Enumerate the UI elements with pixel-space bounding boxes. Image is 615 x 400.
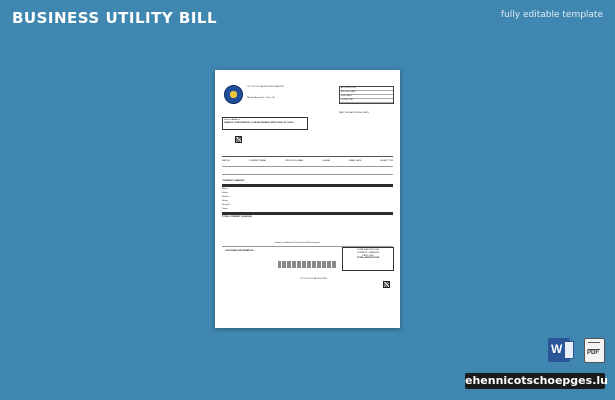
charges-heading: CURRENT CHARGES (222, 180, 245, 182)
page-subtitle: fully editable template (500, 10, 603, 20)
total-current-charges: TOTAL CURRENT CHARGES (222, 216, 252, 218)
charge-row: Recycle (222, 204, 230, 206)
account-row: DUE DATE (340, 95, 393, 99)
charge-row: Storm (222, 200, 228, 202)
account-summary-table (339, 86, 394, 104)
account-row: TOTAL DUE (340, 99, 393, 103)
charge-row: Taxes (222, 208, 228, 210)
payment-summary-box (342, 247, 394, 271)
past-due-note: PAST DUE AFTER DUE DATE (339, 112, 369, 114)
service-label: Service Address: (224, 118, 241, 121)
city-seal-icon (224, 85, 243, 104)
barcode-icon (278, 261, 336, 268)
charge-row: Refuse (222, 196, 229, 198)
divider (222, 174, 393, 175)
meter-header-row: METER CURRENT READ PREVIOUS READ USAGE READ DATE READ TYPE (222, 160, 393, 162)
word-document-icon[interactable]: W (548, 338, 570, 362)
pdf-document-icon[interactable]: PDF (584, 338, 605, 363)
brand-watermark: ehennicotschoepges.lu (465, 374, 608, 387)
box-line: TOTAL AMOUNT DUE (356, 257, 380, 260)
box-line: PAST DUE (362, 254, 374, 257)
service-address: SAMPLE CORPORATION, 1234 ANYWHERE, NEW YORK, NY 10012 (224, 122, 294, 125)
qr-code-icon (383, 281, 390, 288)
city-address: Wichita Avenue S, Tulsa, OK (247, 97, 275, 99)
divider (222, 166, 393, 167)
charges-total-bar (222, 212, 393, 215)
charge-row: Sewer (222, 192, 229, 194)
customer-info-label: CUSTOMER INFORMATION (225, 250, 254, 252)
remit-instruction: Detach and Return This Portion With Payment (275, 242, 320, 244)
account-row: BILLING DATE (340, 91, 393, 95)
city-name: CITY OF TULSA UTILITIES SERVICE (247, 86, 285, 88)
bill-document-preview[interactable] (215, 70, 400, 328)
box-line: CURRENT CHARGES (356, 251, 380, 254)
account-row: ACCOUNT NO. (340, 87, 393, 91)
box-line: TOTAL AMOUNT DUE (357, 249, 379, 251)
qr-code-icon (235, 136, 242, 143)
charge-row: Water (222, 188, 228, 190)
divider (222, 156, 393, 157)
charges-header-bar (222, 184, 393, 187)
remit-address: CITY OF TULSA UTILITIES (300, 278, 327, 280)
page-title: BUSINESS UTILITY BILL (12, 9, 218, 27)
service-address-box (222, 117, 308, 130)
